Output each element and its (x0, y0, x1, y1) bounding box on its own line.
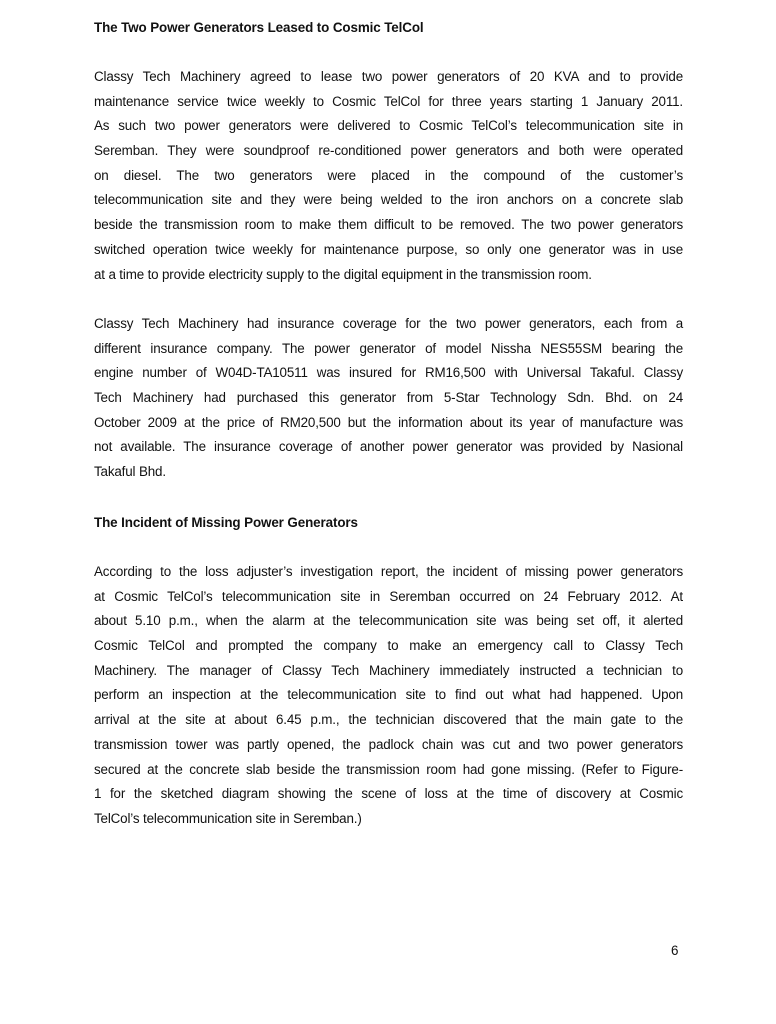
text-line: Classy Tech Machinery agreed to lease two power generators of 20 KVA and to provide (94, 69, 683, 84)
text-line: telecommunication site and they were being welded to the iron anchors on a concrete slab (94, 192, 683, 208)
text-line: As such two power generators were delivered to Cosmic TelCol’s telecommunication site in (94, 118, 683, 134)
text-line: TelCol’s telecommunication site in Seremban.) (94, 810, 362, 826)
text-line: Cosmic TelCol and prompted the company to make an emergency call to Classy Tech (94, 638, 683, 654)
text-line: transmission tower was partly opened, the padlock chain was cut and two power generators (94, 736, 683, 752)
text-line: on diesel. The two generators were placed in the compound of the customer’s (94, 167, 683, 183)
text-line: engine number of W04D-TA10511 was insured for RM16,500 with Universal Takaful. Classy (94, 365, 683, 381)
text-line: switched operation twice weekly for maintenance purpose, so only one generator was in use (94, 241, 683, 257)
text-line: Machinery. The manager of Classy Tech Machinery immediately instructed a technician to (94, 662, 683, 678)
text-line: beside the transmission room to make them difficult to be removed. The two power generators (94, 217, 683, 233)
text-line: secured at the concrete slab beside the transmission room had gone missing. (Refer to Figure- (94, 761, 683, 777)
text-line: October 2009 at the price of RM20,500 but the information about its year of manufacture was (94, 414, 683, 430)
text-line: at a time to provide electricity supply to the digital equipment in the transmission room. (94, 266, 592, 282)
text-line: not available. The insurance coverage of another power generator was provided by Nasional (94, 439, 683, 455)
section-heading-incident: The Incident of Missing Power Generators (94, 515, 358, 530)
paragraph-insurance-coverage (94, 312, 683, 485)
text-line: Tech Machinery had purchased this generator from 5-Star Technology Sdn. Bhd. on 24 (94, 390, 683, 406)
page-number: 6 (671, 943, 679, 958)
text-line: arrival at the site at about 6.45 p.m., the technician discovered that the main gate to the (94, 712, 683, 728)
text-line: about 5.10 p.m., when the alarm at the telecommunication site was being set off, it alerted (94, 613, 683, 629)
text-line: perform an inspection at the telecommunication site to find out what had happened. Upon (94, 687, 683, 703)
text-line: at Cosmic TelCol’s telecommunication site in Seremban occurred on 24 February 2012. At (94, 588, 683, 604)
text-line: different insurance company. The power generator of model Nissha NES55SM bearing the (94, 340, 683, 356)
text-line: According to the loss adjuster’s investigation report, the incident of missing power generators (94, 564, 683, 579)
text-line: Seremban. They were soundproof re-conditioned power generators and both were operated (94, 143, 683, 159)
text-line: Takaful Bhd. (94, 464, 166, 480)
text-line: Classy Tech Machinery had insurance coverage for the two power generators, each from a (94, 316, 683, 331)
paragraph-lease-agreement (94, 65, 683, 287)
text-line: maintenance service twice weekly to Cosmic TelCol for three years starting 1 January 2011. (94, 93, 683, 109)
section-heading-leased-generators: The Two Power Generators Leased to Cosmic TelCol (94, 20, 424, 35)
paragraph-incident-report (94, 560, 683, 832)
text-line: 1 for the sketched diagram showing the scene of loss at the time of discovery at Cosmic (94, 786, 683, 802)
